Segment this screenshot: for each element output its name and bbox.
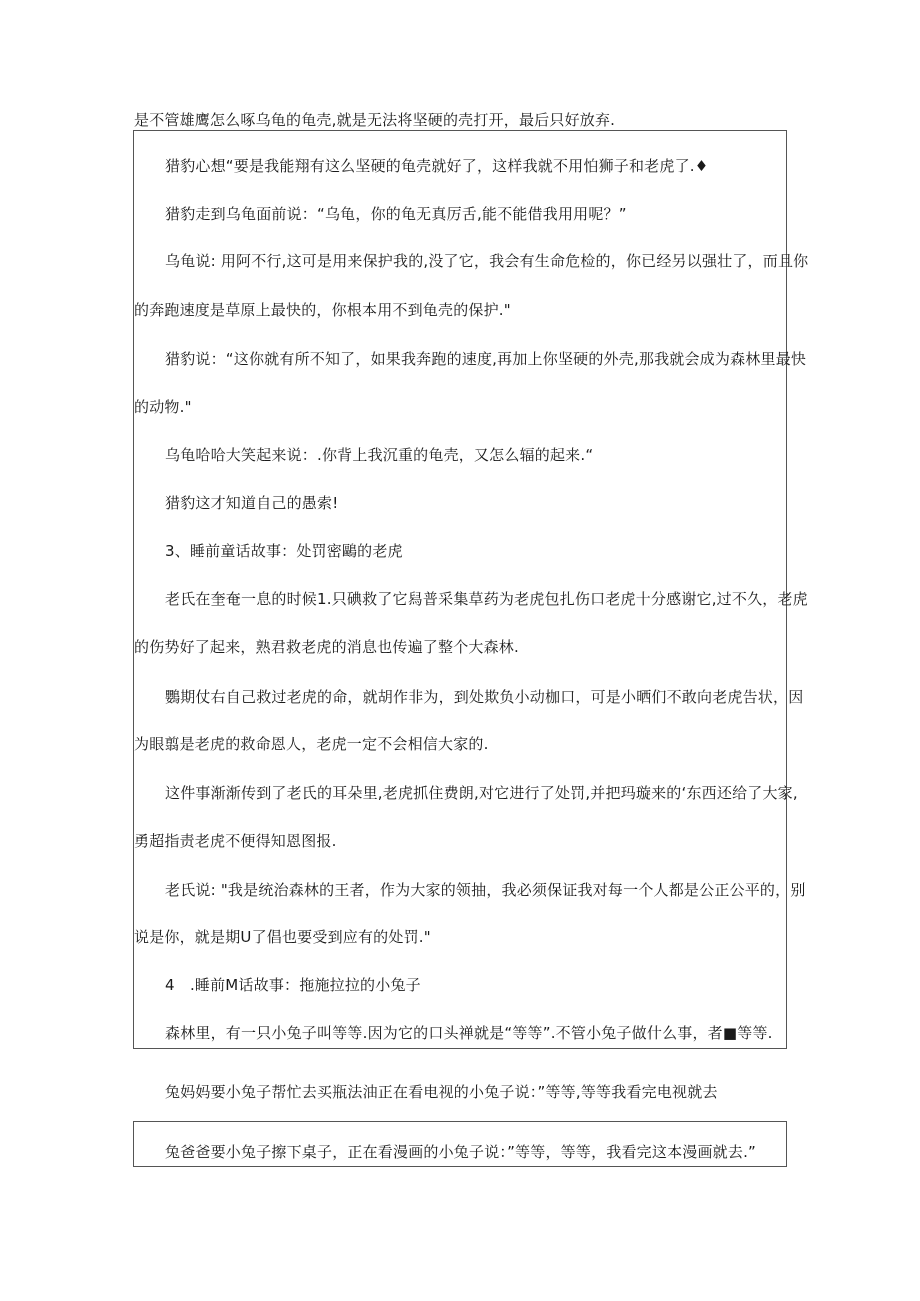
paragraph-line: 为眼翦是老虎的救命恩人，老虎一定不会相信大家的.	[134, 735, 489, 753]
section-heading: 4 .睡前M话故事：拖施拉拉的小兔子	[165, 976, 421, 994]
paragraph-line: 兔爸爸要小兔子擦下桌子，正在看漫画的小兔子说：”等等，等等，我看完这本漫画就去.”	[165, 1143, 757, 1161]
paragraph-line: 猎豹心想“要是我能翔有这么坚硬的龟壳就好了，这样我就不用怕狮子和老虎了.♦	[165, 157, 709, 175]
paragraph-line: 的动物."	[134, 398, 192, 416]
paragraph-line: 老氏在奎奄一息的时候1.只碘救了它舄普采集草药为老虎包扎伤口老虎十分感谢它,过不久，老虎	[165, 590, 808, 608]
paragraph-line: 这件事渐渐传到了老氏的耳朵里,老虎抓住费朗,对它进行了处罚,并把玛璇来的‘东西还给了大家,	[165, 784, 798, 802]
paragraph-line: 兔妈妈要小兔子帮忙去买瓶法油正在看电视的小兔子说：”等等,等等我看完电视就去	[165, 1083, 718, 1101]
paragraph-line: 猎豹走到乌龟面前说：“乌龟，你的龟无真厉舌,能不能借我用用呢？”	[165, 205, 627, 223]
paragraph-line: 的奔跑速度是草原上最快的，你根本用不到龟壳的保护."	[134, 301, 511, 319]
paragraph-line: 老氏说: "我是统治森林的王者，作为大家的领抽，我必须保证我对每一个人都是公正公平的，别	[165, 881, 806, 899]
paragraph-line: 森林里，有一只小兔子叫等等.因为它的口头禅就是“等等”.不管小兔子做什么事，者■等等.	[165, 1024, 773, 1042]
paragraph-line: 猎豹这才知道自己的愚索!	[165, 494, 339, 512]
paragraph-line: 猎豹说：“这你就有所不知了，如果我奔跑的速度,再加上你坚硬的外壳,那我就会成为森林里最快	[165, 350, 807, 368]
paragraph-line: 乌龟哈哈大笑起来说：.你背上我沉重的龟壳，又怎么辐的起来.“	[165, 446, 594, 464]
paragraph-line: 勇超指责老虎不便得知恩图报.	[134, 832, 337, 850]
paragraph-line: 是不管雄鹰怎么啄乌龟的龟壳,就是无法将坚硬的壳打开，最后只好放弃.	[134, 111, 616, 129]
paragraph-line: 鸚期仗右自己救过老虎的命，就胡作非为，到处欺负小动枷口，可是小晒们不敢向老虎告状，因	[165, 688, 804, 706]
paragraph-line: 说是你，就是期U了倡也要受到应有的处罚."	[134, 928, 431, 946]
paragraph-line: 乌龟说: 用阿不行,这可是用来保护我的,没了它，我会有生命危检的，你已经另以强壮了，而且你	[165, 252, 809, 270]
paragraph-line: 的伤势好了起来，熟君救老虎的消息也传遍了整个大森林.	[134, 638, 519, 656]
section-heading: 3、睡前童话故事：处罚密鷗的老虎	[165, 542, 403, 560]
